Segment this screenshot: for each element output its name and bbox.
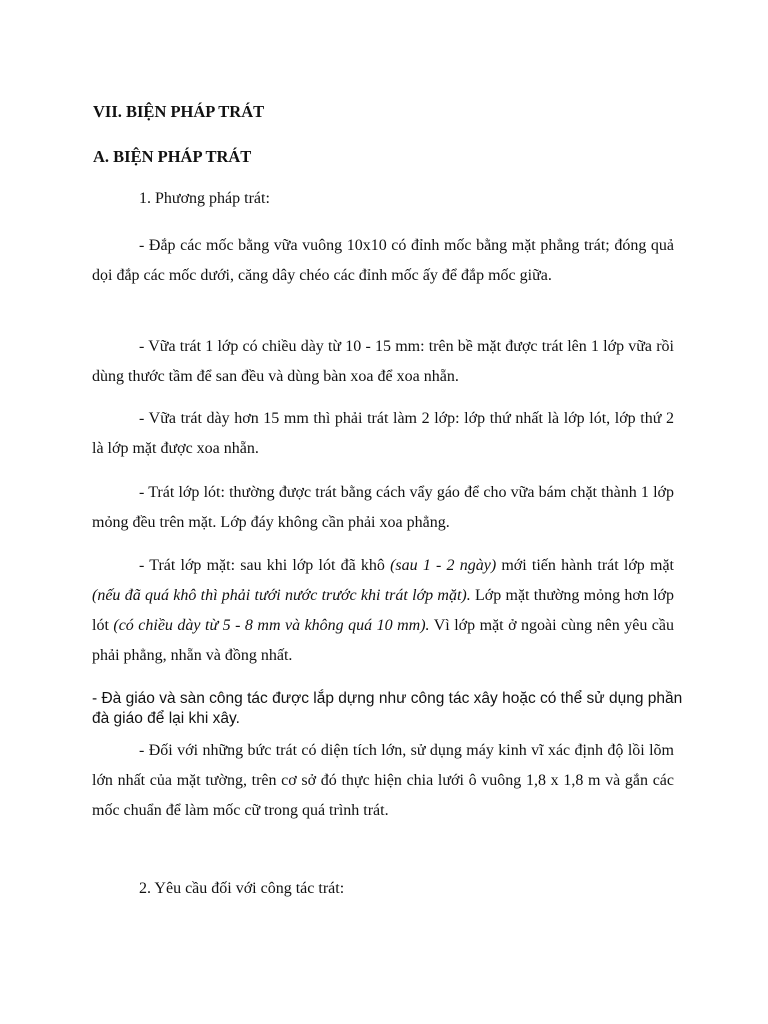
paragraph-base-coat	[92, 478, 674, 538]
paragraph-one-layer: - Vữa trát 1 lớp có chiều dày từ 10 - 15 mm: trên bề mặt được trát lên 1 lớp vữa rồi dùng thước tầm để san đều và dùng bàn xoa để xoa nhẵn.	[92, 338, 674, 385]
paragraph-large-surfaces: - Đối với những bức trát có diện tích lớn, sử dụng máy kinh vĩ xác định độ lồi lõm lớn nhất của mặt tường, trên cơ sở đó thực hiện chia lưới ô vuông 1,8 x 1,8 m và gắn các mốc chuẩn để làm mốc cữ trong quá trình trát.	[92, 742, 674, 819]
finish-coat-text-c: Lớp mặt thường mỏng hơn lớp lót	[92, 587, 674, 634]
finish-coat-italic-b: (nếu đã quá khô thì phải tưới nước trước khi trát lớp mặt).	[92, 587, 471, 604]
base-coat-label: - Trát lớp lót	[139, 484, 221, 501]
base-coat-colon: : thường được trát bằng cách vẩy gáo để cho vữa bám chặt thành 1 lớp mỏng đều trên mặt. Lớp đáy không cần phải xoa phẳng.	[92, 484, 675, 531]
heading-section-a: A. BIỆN PHÁP TRÁT	[93, 147, 252, 166]
finish-coat-text-a: - Trát lớp mặt: sau khi lớp lót đã khô	[139, 557, 391, 574]
paragraph-markers: - Đắp các mốc bằng vữa vuông 10x10 có đỉnh mốc bằng mặt phẳng trát; đóng quả dọi đắp các mốc dưới, căng dây chéo các đỉnh mốc ấy để đắp mốc giữa.	[92, 237, 674, 284]
finish-coat-text-b: mới tiến hành trát lớp mặt	[496, 557, 674, 574]
heading-main: VII. BIỆN PHÁP TRÁT	[93, 102, 265, 121]
finish-coat-italic-a: (sau 1 - 2 ngày)	[390, 557, 497, 574]
finish-coat-text-d: Vì lớp mặt ở ngoài cùng nên yêu cầu phải phẳng, nhẵn và đồng nhất.	[92, 617, 675, 664]
section-1-title: 1. Phương pháp trát:	[139, 190, 270, 207]
paragraph-two-layers: - Vữa trát dày hơn 15 mm thì phải trát làm 2 lớp: lớp thứ nhất là lớp lót, lớp thứ 2 là lớp mặt được xoa nhẵn.	[92, 410, 674, 457]
paragraph-finish-coat	[92, 551, 674, 671]
finish-coat-italic-c: (có chiều dày từ 5 - 8 mm và không quá 10 mm).	[113, 617, 430, 634]
paragraph-scaffolding: - Đà giáo và sàn công tác được lắp dựng như công tác xây hoặc có thể sử dụng phần đà giáo để lại khi xây.	[92, 690, 683, 727]
section-2-title: 2. Yêu cầu đối với công tác trát:	[139, 880, 345, 897]
